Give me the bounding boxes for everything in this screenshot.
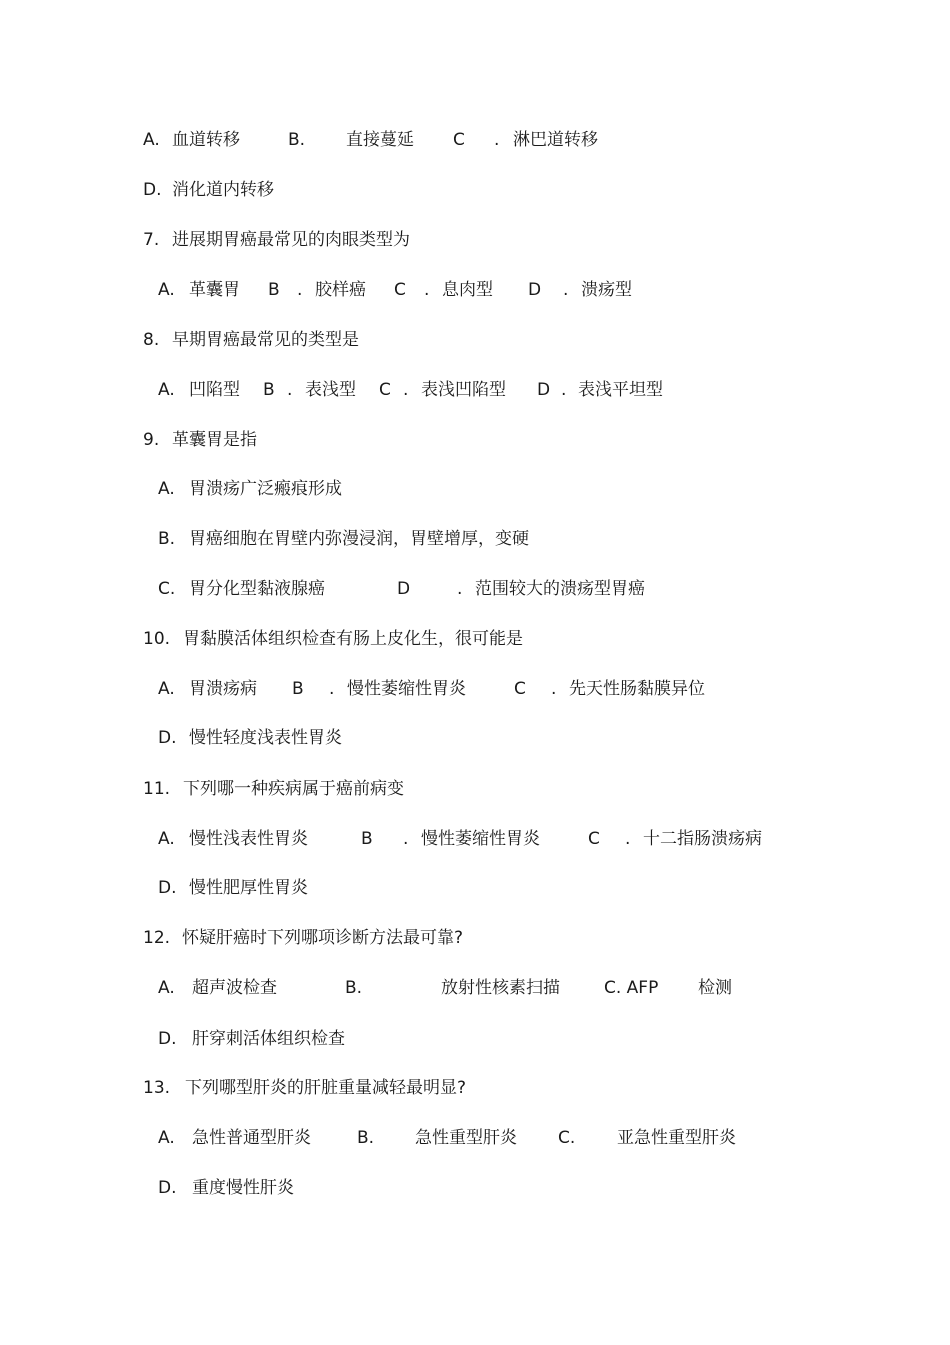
option-letter: B. — [288, 130, 306, 150]
option-letter: B. — [158, 529, 176, 549]
q11-options-abc — [0, 827, 950, 851]
option-text: 直接蔓延 — [346, 130, 414, 150]
option-letter: D. — [143, 180, 162, 200]
question-number: 10. — [143, 629, 171, 649]
q9-option-a — [0, 477, 950, 501]
question-text: 革囊胃是指 — [172, 430, 257, 450]
option-text: 消化道内转移 — [172, 180, 274, 200]
option-dot: . — [403, 380, 409, 400]
option-letter: A. — [158, 978, 175, 998]
option-dot: . — [457, 579, 463, 599]
question-text: 早期胃癌最常见的类型是 — [172, 330, 359, 350]
question-text: 下列哪型肝炎的肝脏重量减轻最明显? — [185, 1078, 467, 1098]
option-letter: D — [397, 579, 411, 599]
option-letter: B. — [345, 978, 363, 998]
option-letter: B — [263, 380, 275, 400]
option-letter: C — [394, 280, 406, 300]
option-text: 重度慢性肝炎 — [192, 1178, 294, 1198]
q6-option-d — [0, 178, 950, 202]
q7-question — [0, 228, 950, 252]
question-number: 9. — [143, 430, 160, 450]
q7-options — [0, 278, 950, 302]
option-letter: D. — [158, 728, 177, 748]
option-letter: D — [537, 380, 551, 400]
question-number: 11. — [143, 779, 171, 799]
option-text: 慢性浅表性胃炎 — [189, 829, 308, 849]
option-letter: B — [268, 280, 280, 300]
option-letter: A. — [158, 1128, 175, 1148]
option-text: 慢性肥厚性胃炎 — [189, 878, 308, 898]
option-letter: B — [361, 829, 373, 849]
option-text: 表浅平坦型 — [578, 380, 663, 400]
question-text: 下列哪一种疾病属于癌前病变 — [183, 779, 404, 799]
option-letter: A. — [158, 380, 175, 400]
option-letter: D — [528, 280, 542, 300]
option-letter: A. — [143, 130, 160, 150]
option-text: 慢性轻度浅表性胃炎 — [189, 728, 342, 748]
q12-question — [0, 926, 950, 950]
option-text: 超声波检查 — [192, 978, 277, 998]
option-text: 急性重型肝炎 — [415, 1128, 517, 1148]
q10-options-abc — [0, 677, 950, 701]
option-dot: . — [625, 829, 631, 849]
option-letter: C — [514, 679, 526, 699]
option-dot: . — [494, 130, 500, 150]
option-text: 十二指肠溃疡病 — [643, 829, 762, 849]
q10-question — [0, 627, 950, 651]
option-letter: C — [379, 380, 391, 400]
option-text: 淋巴道转移 — [513, 130, 598, 150]
option-text: 慢性萎缩性胃炎 — [421, 829, 540, 849]
option-text: 血道转移 — [172, 130, 240, 150]
option-dot: . — [424, 280, 430, 300]
q8-question — [0, 328, 950, 352]
option-text: 息肉型 — [442, 280, 493, 300]
option-letter: A. — [158, 679, 175, 699]
option-letter: C. AFP — [604, 978, 659, 998]
option-letter: A. — [158, 479, 175, 499]
q8-options — [0, 378, 950, 402]
option-letter: C. — [558, 1128, 576, 1148]
option-text: 检测 — [698, 978, 732, 998]
option-text: 胶样癌 — [315, 280, 366, 300]
question-number: 13. — [143, 1078, 171, 1098]
q11-option-d — [0, 876, 950, 900]
option-text: 急性普通型肝炎 — [192, 1128, 311, 1148]
option-text: 革囊胃 — [189, 280, 240, 300]
question-number: 12. — [143, 928, 171, 948]
question-number: 7. — [143, 230, 160, 250]
q6-options-abc — [0, 128, 950, 152]
option-text: 亚急性重型肝炎 — [617, 1128, 736, 1148]
option-text: 放射性核素扫描 — [441, 978, 560, 998]
q12-options-abc — [0, 976, 950, 1000]
q13-option-d — [0, 1176, 950, 1200]
option-dot: . — [403, 829, 409, 849]
option-letter: D. — [158, 1178, 177, 1198]
q13-question — [0, 1076, 950, 1100]
option-dot: . — [297, 280, 303, 300]
question-text: 胃黏膜活体组织检查有肠上皮化生，很可能是 — [183, 629, 523, 649]
option-letter: A. — [158, 829, 175, 849]
option-text: 胃溃疡广泛瘢痕形成 — [189, 479, 342, 499]
option-text: 胃癌细胞在胃壁内弥漫浸润，胃壁增厚，变硬 — [189, 529, 529, 549]
option-dot: . — [561, 380, 567, 400]
option-text: 胃分化型黏液腺癌 — [189, 579, 325, 599]
option-letter: C — [588, 829, 600, 849]
option-text: 凹陷型 — [189, 380, 240, 400]
q11-question — [0, 777, 950, 801]
option-text: 溃疡型 — [581, 280, 632, 300]
q13-options-abc — [0, 1126, 950, 1150]
q9-question — [0, 428, 950, 452]
option-letter: B. — [357, 1128, 375, 1148]
option-dot: . — [329, 679, 335, 699]
question-text: 进展期胃癌最常见的肉眼类型为 — [172, 230, 410, 250]
option-letter: A. — [158, 280, 175, 300]
q12-option-d — [0, 1027, 950, 1051]
option-text: 范围较大的溃疡型胃癌 — [475, 579, 645, 599]
question-text: 怀疑肝癌时下列哪项诊断方法最可靠? — [182, 928, 464, 948]
option-dot: . — [551, 679, 557, 699]
option-letter: D. — [158, 878, 177, 898]
q9-options-cd — [0, 577, 950, 601]
option-letter: B — [292, 679, 304, 699]
question-number: 8. — [143, 330, 160, 350]
option-text: 表浅凹陷型 — [421, 380, 506, 400]
q10-option-d — [0, 726, 950, 750]
option-dot: . — [563, 280, 569, 300]
option-text: 慢性萎缩性胃炎 — [347, 679, 466, 699]
option-text: 肝穿刺活体组织检查 — [192, 1029, 345, 1049]
option-text: 表浅型 — [305, 380, 356, 400]
option-text: 先天性肠黏膜异位 — [569, 679, 705, 699]
q9-option-b — [0, 527, 950, 551]
option-text: 胃溃疡病 — [189, 679, 257, 699]
option-letter: C. — [158, 579, 176, 599]
option-dot: . — [287, 380, 293, 400]
option-letter: D. — [158, 1029, 177, 1049]
option-letter: C — [453, 130, 465, 150]
